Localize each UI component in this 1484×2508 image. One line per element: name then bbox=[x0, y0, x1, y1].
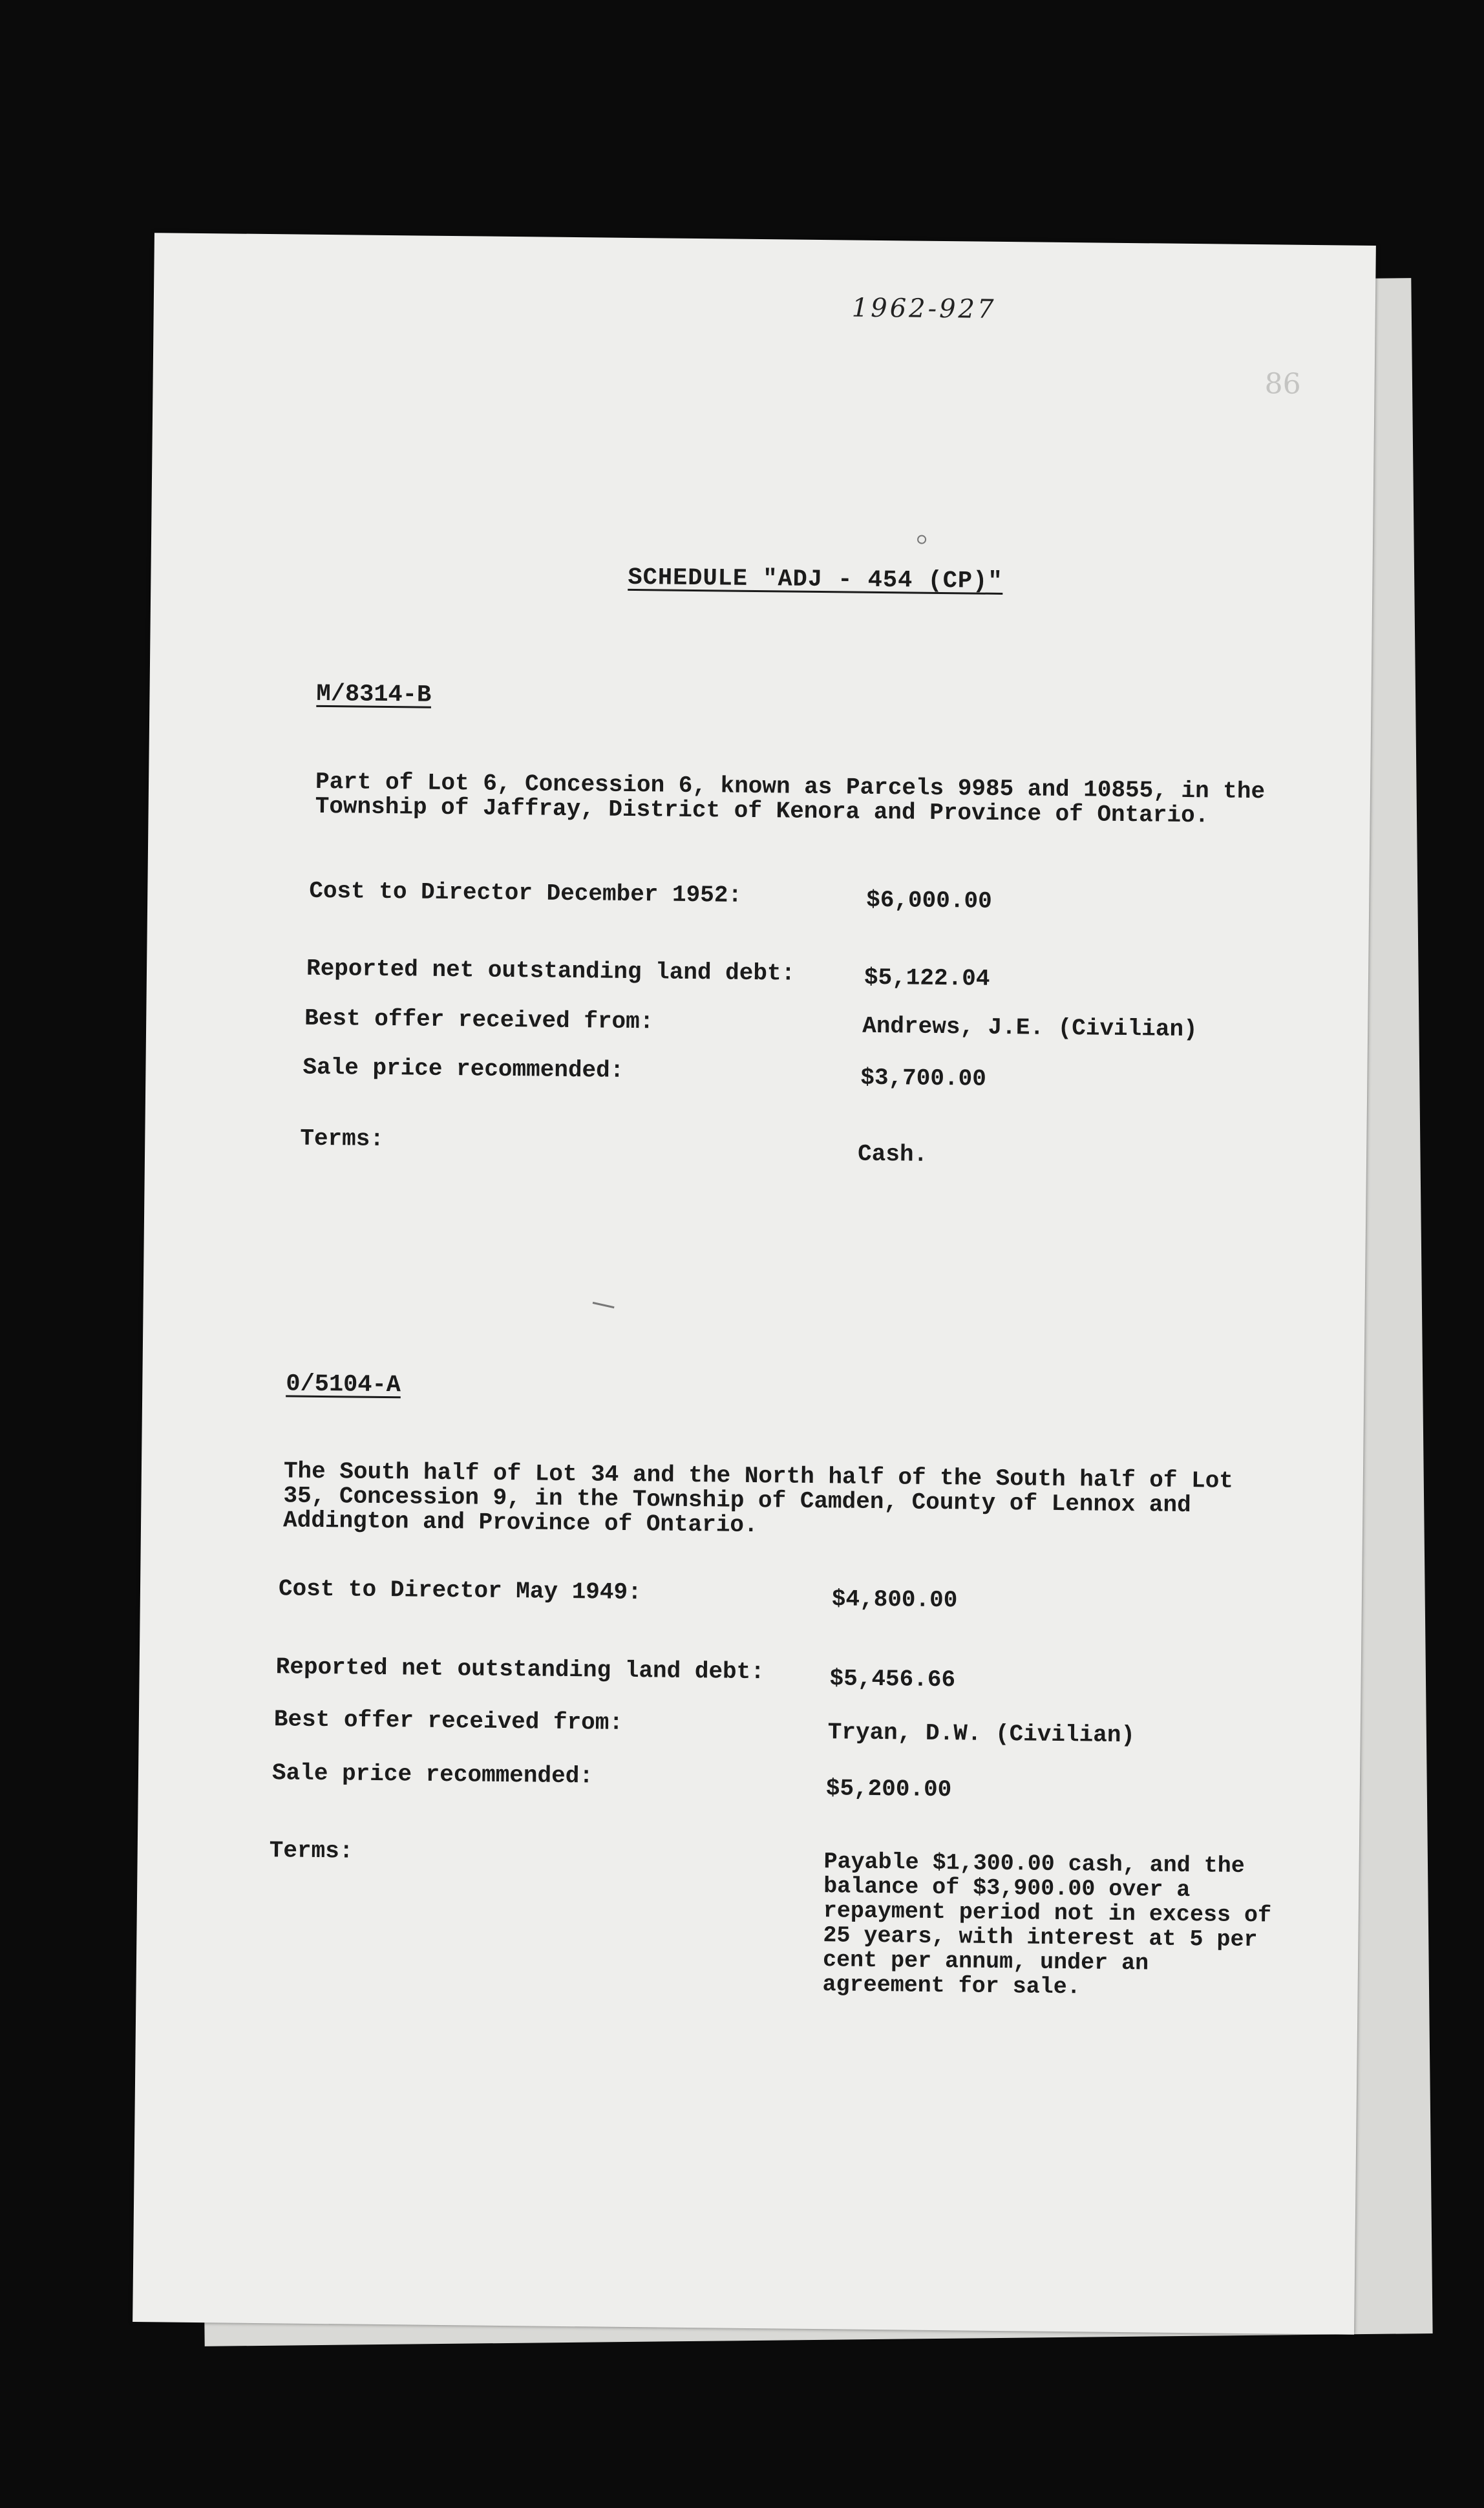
handwritten-reference: 1962-927 bbox=[851, 293, 997, 324]
best-offer-value-1: Andrews, J.E. (Civilian) bbox=[862, 1012, 1198, 1043]
land-debt-label-2: Reported net outstanding land debt: bbox=[275, 1653, 765, 1686]
terms-value-1: Cash. bbox=[857, 1140, 928, 1168]
stray-dash-mark bbox=[593, 1302, 615, 1308]
cost-value-1: $6,000.00 bbox=[866, 886, 992, 915]
sale-price-value-2: $5,200.00 bbox=[825, 1775, 952, 1803]
sale-price-label-1: Sale price recommended: bbox=[302, 1054, 624, 1084]
faint-page-number: 86 bbox=[1264, 367, 1301, 401]
sale-price-label-2: Sale price recommended: bbox=[271, 1759, 594, 1790]
cost-label-2: Cost to Director May 1949: bbox=[278, 1575, 642, 1606]
document-page bbox=[132, 233, 1376, 2335]
file-reference-1: M/8314-B bbox=[316, 680, 432, 709]
property-description-2: The South half of Lot 34 and the North half of the South half of Lot 35, Concession 9, in the Township of Camden, County of Lennox and Addington and Province of Ontario. bbox=[282, 1458, 1234, 1539]
schedule-title: SCHEDULE "ADJ - 454 (CP)" bbox=[628, 564, 1003, 595]
terms-label-2: Terms: bbox=[269, 1837, 354, 1865]
terms-value-2: Payable $1,300.00 cash, and the balance of $3,900.00 over a repayment period not in excess of 25 years, with interest at 5 per cent per annum, under an agreement for sale. bbox=[822, 1849, 1272, 2001]
land-debt-label-1: Reported net outstanding land debt: bbox=[306, 955, 796, 987]
sale-price-value-1: $3,700.00 bbox=[860, 1064, 986, 1092]
land-debt-value-2: $5,456.66 bbox=[829, 1665, 956, 1694]
file-reference-2: 0/5104-A bbox=[286, 1370, 401, 1399]
land-debt-value-1: $5,122.04 bbox=[864, 964, 990, 992]
cost-label-1: Cost to Director December 1952: bbox=[309, 877, 743, 909]
best-offer-label-1: Best offer received from: bbox=[304, 1004, 654, 1036]
best-offer-value-2: Tryan, D.W. (Civilian) bbox=[827, 1719, 1136, 1749]
best-offer-label-2: Best offer received from: bbox=[273, 1706, 624, 1736]
property-description-1: Part of Lot 6, Concession 6, known as Parcels 9985 and 10855, in the Township of Jaffray, District of Kenora and Province of Ontario. bbox=[315, 768, 1266, 829]
cost-value-2: $4,800.00 bbox=[831, 1586, 958, 1614]
stray-circle-mark bbox=[917, 535, 926, 544]
terms-label-1: Terms: bbox=[300, 1125, 385, 1153]
